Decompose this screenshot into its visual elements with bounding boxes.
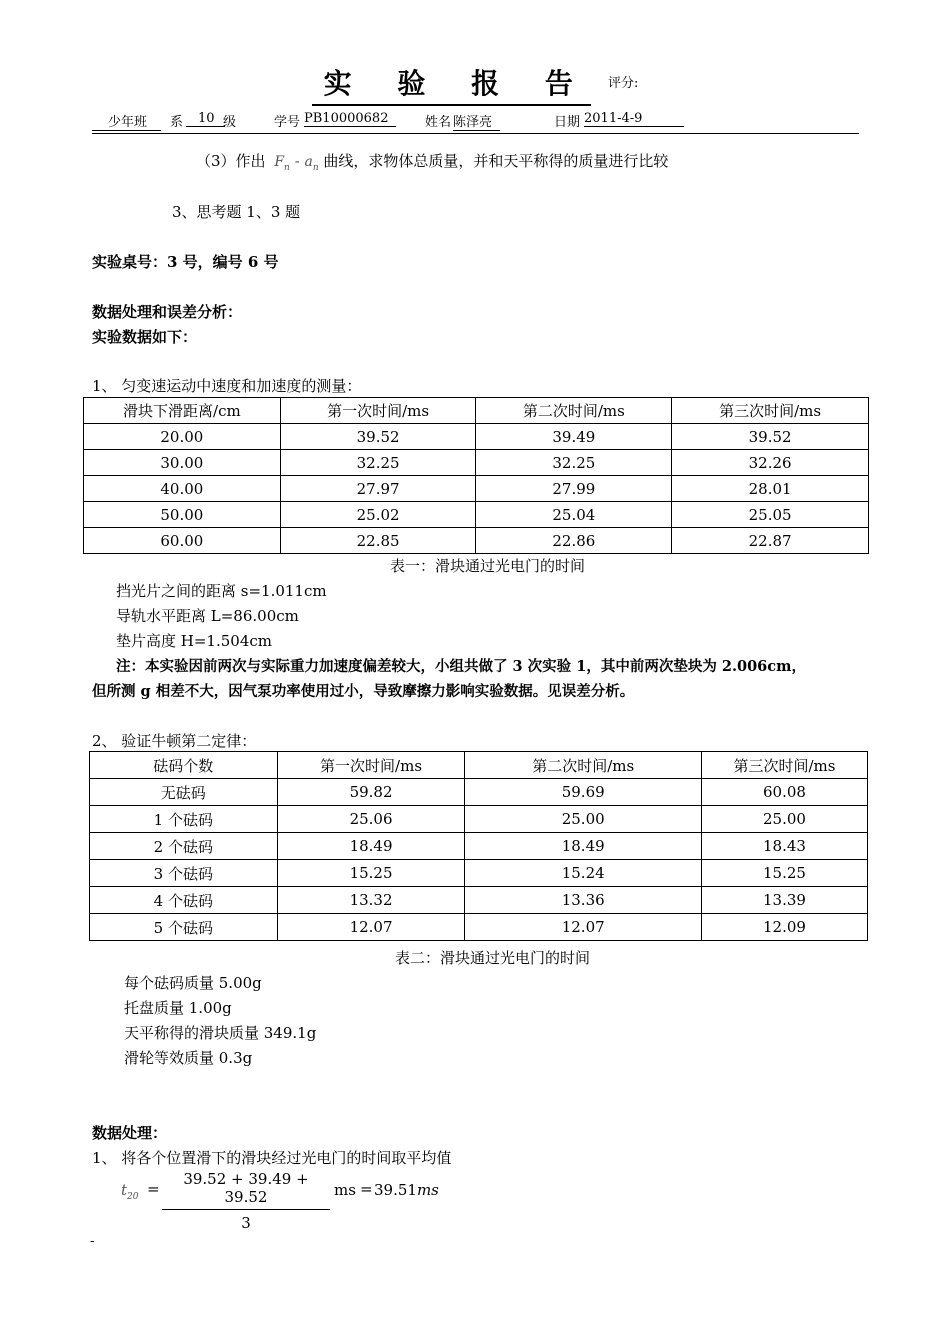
table-cell: 18.43: [701, 833, 867, 860]
table-header-cell: 滑块下滑距离/cm: [84, 398, 281, 424]
table-cell: 60.08: [701, 779, 867, 806]
table-cell: 50.00: [84, 502, 281, 528]
table-cell: 32.25: [280, 450, 476, 476]
formula-equals: =: [147, 1180, 160, 1198]
table-cell: 22.87: [672, 528, 869, 554]
table-cell: 15.24: [465, 860, 701, 887]
table-header-cell: 第二次时间/ms: [476, 398, 672, 424]
table-cell: 12.07: [465, 914, 701, 941]
table-row: [90, 833, 868, 860]
table-cell: 25.00: [465, 806, 701, 833]
table-1: [83, 397, 869, 554]
table-cell: 25.06: [277, 806, 465, 833]
table-header-cell: 第一次时间/ms: [280, 398, 476, 424]
formula-denominator: 3: [241, 1214, 251, 1232]
table-cell: 2 个砝码: [90, 833, 278, 860]
formula-unit: ms: [334, 1181, 356, 1199]
table-cell: 18.49: [465, 833, 701, 860]
formula-numerator: 39.52 + 39.49 + 39.52: [162, 1170, 330, 1210]
table-row: [90, 806, 868, 833]
table-cell: 20.00: [84, 424, 281, 450]
dept-label: 系: [170, 115, 184, 130]
analysis-heading: 数据处理和误差分析：: [92, 303, 243, 321]
date-label: 日期: [554, 115, 581, 130]
table-cell: 27.97: [280, 476, 476, 502]
table-cell: 32.25: [476, 450, 672, 476]
formula-result: 39.51ms: [374, 1181, 439, 1199]
table-cell: 5 个砝码: [90, 914, 278, 941]
table-header-cell: 第三次时间/ms: [701, 752, 867, 779]
note-pulley-mass: 滑轮等效质量 0.3g: [124, 1049, 253, 1067]
name-label: 姓名: [425, 115, 452, 130]
experiment-item-3: （3）作出 $F_n - a_n$ 曲线，求物体总质量，并和天平称得的质量进行比较: [196, 152, 669, 173]
table-row: [84, 502, 869, 528]
table-cell: 32.26: [672, 450, 869, 476]
table-cell: 28.01: [672, 476, 869, 502]
table-cell: 30.00: [84, 450, 281, 476]
table-row: [90, 887, 868, 914]
formula-lhs: $t_{20}$: [121, 1181, 139, 1202]
table-cell: 15.25: [701, 860, 867, 887]
thinking-questions: 3、思考题 1、3 题: [172, 203, 301, 221]
table-cell: 3 个砝码: [90, 860, 278, 887]
table-row: [84, 528, 869, 554]
table-cell: 18.49: [277, 833, 465, 860]
table-cell: 4 个砝码: [90, 887, 278, 914]
desk-number: 实验桌号：3 号，编号 6 号: [92, 253, 279, 271]
report-title-block: [0, 62, 950, 106]
note-shim-height: 垫片高度 H=1.504cm: [116, 632, 272, 650]
section1-heading: 1、 匀变速运动中速度和加速度的测量：: [92, 377, 362, 395]
grade-label: 级: [223, 115, 237, 130]
table-cell: 27.99: [476, 476, 672, 502]
remark-line-1: 注：本实验因前两次与实际重力加速度偏差较大，小组共做了 3 次实验 1，其中前两次垫块为 2.006cm，: [116, 658, 806, 675]
note-tray-mass: 托盘质量 1.00g: [124, 999, 232, 1017]
table-row: [84, 450, 869, 476]
table-cell: 12.09: [701, 914, 867, 941]
note-slider-mass: 天平称得的滑块质量 349.1g: [124, 1024, 317, 1042]
table-cell: 40.00: [84, 476, 281, 502]
formula-fraction: [162, 1170, 330, 1232]
table-cell: 39.52: [280, 424, 476, 450]
table-cell: 22.85: [280, 528, 476, 554]
data-heading: 实验数据如下：: [92, 328, 198, 346]
table-cell: 12.07: [277, 914, 465, 941]
score-label: 评分:: [607, 76, 639, 91]
table-header-row: [90, 752, 868, 779]
student-id-label: 学号: [274, 115, 301, 130]
note-track-length: 导轨水平距离 L=86.00cm: [116, 607, 299, 625]
table-cell: 25.00: [701, 806, 867, 833]
table-2-caption: 表二：滑块通过光电门的时间: [394, 949, 590, 967]
section2-heading: 2、 验证牛顿第二定律：: [92, 732, 257, 750]
table-cell: 13.32: [277, 887, 465, 914]
report-title: 实 验 报 告: [312, 62, 591, 106]
processing-step-1: 1、 将各个位置滑下的滑块经过光电门的时间取平均值: [92, 1149, 452, 1167]
formula-equals-2: =: [360, 1180, 373, 1198]
table-row: [90, 914, 868, 941]
table-header-cell: 第二次时间/ms: [465, 752, 701, 779]
table-cell: 59.69: [465, 779, 701, 806]
table-cell: 无砝码: [90, 779, 278, 806]
student-info-line: 少年班 系 10 级 学号 PB10000682 姓名 陈泽亮 日期 2011-4-9: [92, 111, 859, 134]
table-cell: 15.25: [277, 860, 465, 887]
table-header-cell: 第一次时间/ms: [277, 752, 465, 779]
formula-an: $a_n$: [304, 154, 319, 173]
table-cell: 22.86: [476, 528, 672, 554]
table-row: [84, 476, 869, 502]
table-cell: 39.49: [476, 424, 672, 450]
note-slit-distance: 挡光片之间的距离 s=1.011cm: [116, 582, 327, 600]
remark-line-2: 但所测 g 相差不大，因气泵功率使用过小，导致摩擦力影响实验数据。见误差分析。: [92, 683, 635, 700]
note-weight-mass: 每个砝码质量 5.00g: [124, 974, 262, 992]
table-cell: 39.52: [672, 424, 869, 450]
processing-heading: 数据处理：: [92, 1124, 168, 1142]
table-1-caption: 表一：滑块通过光电门的时间: [389, 557, 585, 575]
table-cell: 60.00: [84, 528, 281, 554]
footer-mark: -: [90, 1234, 95, 1249]
table-cell: 25.05: [672, 502, 869, 528]
table-cell: 13.36: [465, 887, 701, 914]
table-row: [90, 860, 868, 887]
table-cell: 25.02: [280, 502, 476, 528]
table-header-cell: 第三次时间/ms: [672, 398, 869, 424]
formula-fn: $F_n$: [274, 154, 290, 173]
table-cell: 1 个砝码: [90, 806, 278, 833]
table-row: [84, 424, 869, 450]
table-cell: 59.82: [277, 779, 465, 806]
table-cell: 25.04: [476, 502, 672, 528]
table-cell: 13.39: [701, 887, 867, 914]
table-row: [90, 779, 868, 806]
table-header-cell: 砝码个数: [90, 752, 278, 779]
table-2: [89, 751, 868, 941]
table-header-row: [84, 398, 869, 424]
